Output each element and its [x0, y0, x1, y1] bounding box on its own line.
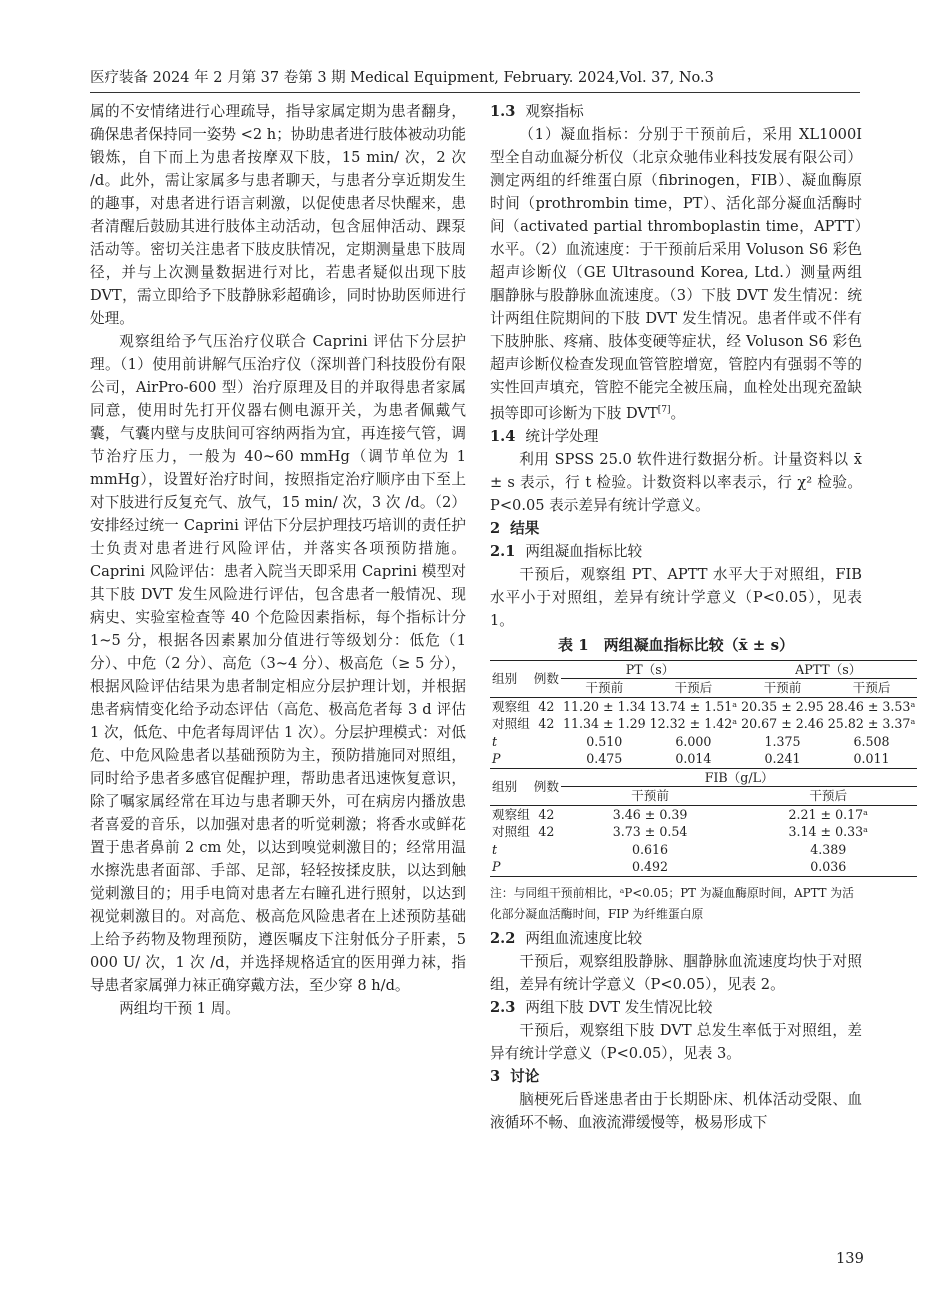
paragraph: 干预后，观察组 PT、APTT 水平大于对照组，FIB 水平小于对照组，差异有统计学意义（P<0.05），见表 1。 — [490, 565, 862, 629]
table-header: 干预后 — [648, 679, 740, 698]
table-header: APTT（s） — [739, 660, 917, 679]
table-header: 组别 — [490, 768, 532, 805]
table-header: 干预前 — [561, 787, 739, 806]
section-heading-3: 3 讨论 — [490, 1067, 540, 1085]
table-row: 观察组 42 3.46 ± 0.39 2.21 ± 0.17ᵃ — [490, 805, 917, 823]
table-title: 表 1 两组凝血指标比较（x̄ ± s） — [557, 635, 795, 654]
right-column — [490, 100, 916, 1134]
paragraph: 脑梗死后昏迷患者由于长期卧床、机体活动受限、血液循环不畅、血液流滞缓慢等，极易形成下 — [490, 1090, 862, 1131]
section-heading-2: 2 结果 — [490, 519, 540, 537]
paragraph: 观察组给予气压治疗仪联合 Caprini 评估下分层护理。（1）使用前讲解气压治疗仪（深圳普门科技股份有限公司，AirPro-600 型）治疗原理及目的并取得患者家属同意，使用时先打开仪器右侧电源开关，为患者佩戴气囊，气囊内壁与皮肤间可容纳两指为宜，再连接气管，调节治疗压力，一般为 40~60 mmHg（调节单位为 1 mmHg），设置好治疗时间，按照指定治疗顺序由下至上对下肢进行反复充气、放气，15 min/ 次，3 次 /d。（2）安排经过统一 Caprini 评估下分层护理技巧培训的责任护士负责对患者进行风险评估，并落实各项预防措施。Caprini 风险评估：患者入院当天即采用 Caprini 模型对其下肢 DVT 发生风险进行评估，包含患者一般情况、现病史、实验室检查等 40 个危险因素指标，每个指标计分 1~5 分，根据各因素累加分值进行等级划分：低危（1 分）、中危（2 分）、高危（3~4 分）、极高危（≥ 5 分），根据风险评估结果为患者制定相应分层护理计划，并根据患者病情变化给予动态评估（高危、极高危者每 3 d 评估 1 次，低危、中危者每周评估 1 次）。分层护理模式：对低危、中危风险患者以基础预防为主，预防措施同对照组，同时给予患者多感官促醒护理，帮助患者迅速恢复意识，除了嘱家属经常在耳边与患者聊天外，可在病房内播放患者喜爱的音乐，以加强对患者的听觉刺激；将香水或鲜花置于患者鼻前 2 cm 处，以达到嗅觉刺激目的；经常用温水擦洗患者面部、手部、足部，轻轻按揉皮肤，以达到触觉刺激目的；用手电筒对患者左右瞳孔进行照射，以达到视觉刺激目的。对高危、极高危风险患者在上述预防基础上给予药物及物理预防，遵医嘱皮下注射低分子肝素，5 000 U/ 次，1 次 /d，并选择规格适宜的医用弹力袜，指导患者家属弹力袜正确穿戴方法，至少穿 8 h/d。 — [90, 333, 466, 994]
table-header: 例数 — [532, 660, 561, 697]
table-header: 干预前 — [561, 679, 648, 698]
table-row: 观察组 42 11.20 ± 1.34 13.74 ± 1.51ᵃ 20.35 ± 2.95 28.46 ± 3.53ᵃ — [492, 698, 916, 714]
citation: [7] — [657, 405, 671, 415]
table-header: 干预前 — [739, 679, 826, 698]
running-header: 医疗装备 2024 年 2 月第 37 卷第 3 期 Medical Equipment, February. 2024,Vol. 37, No.3 — [90, 70, 714, 86]
table-row: 对照组 42 11.34 ± 1.29 12.32 ± 1.42ᵃ 20.67 ± 2.46 25.82 ± 3.37ᵃ — [492, 716, 916, 732]
paragraph: （1）凝血指标：分别于干预前后，采用 XL1000I 型全自动血凝分析仪（北京众驰伟业科技发展有限公司）测定两组的纤维蛋白原（fibrinogen，FIB）、凝血酶原时间（prothrombin time，PT）、活化部分凝血活酶时间（activated partial thromboplastin time，APTT）水平。（2）血流速度：于干预前后采用 Voluson S6 彩色超声诊断仪（GE Ultrasound Korea, Ltd.）测量两组腘静脉与股静脉血流速度。（3）下肢 DVT 发生情况：统计两组住院期间的下肢 DVT 发生情况。患者伴或不伴有下肢肿胀、疼痛、肢体变硬等症状，经 Voluson S6 彩色超声诊断仪检查发现血管管腔增宽，管腔内有强弱不等的实性回声填充，管腔不能完全被压扁，血栓处出现充盈缺损等即可诊断为下肢 DVT[7]。 — [490, 126, 862, 422]
section-heading-1-4: 1.4 统计学处理 — [490, 427, 599, 445]
table-header: 干预后 — [739, 787, 917, 806]
table-row: t 0.616 4.389 — [492, 841, 847, 857]
table-row: 对照组 42 3.73 ± 0.54 3.14 ± 0.33ᵃ — [492, 824, 868, 840]
paragraph: 两组均干预 1 周。 — [119, 1000, 240, 1017]
table-header: 干预后 — [826, 679, 918, 698]
table-note: 注：与同组干预前相比，ᵃP<0.05；PT 为凝血酶原时间，APTT 为活化部分凝血活酶时间，FIP 为纤维蛋白原 — [490, 885, 854, 921]
table-row: P 0.492 0.036 — [490, 858, 917, 876]
table-row: P 0.475 0.014 0.241 0.011 — [492, 751, 890, 767]
section-heading-2-1: 2.1 两组凝血指标比较 — [490, 542, 643, 560]
coagulation-table — [490, 660, 917, 877]
paragraph: 利用 SPSS 25.0 软件进行数据分析。计量资料以 x̄ ± s 表示，行 t 检验。计数资料以率表示，行 χ² 检验。P<0.05 表示差异有统计学意义。 — [490, 450, 862, 514]
section-heading-2-3: 2.3 两组下肢 DVT 发生情况比较 — [490, 998, 713, 1016]
paragraph: 干预后，观察组下肢 DVT 总发生率低于对照组，差异有统计学意义（P<0.05），见表 3。 — [490, 1021, 862, 1062]
paragraph: 干预后，观察组股静脉、腘静脉血流速度均快于对照组，差异有统计学意义（P<0.05），见表 2。 — [490, 952, 862, 993]
table-header: PT（s） — [561, 660, 739, 679]
table-header: 例数 — [532, 768, 561, 805]
page-number: 139 — [836, 1250, 864, 1267]
section-heading-1-3: 1.3 观察指标 — [490, 103, 584, 120]
table-header: 组别 — [490, 660, 532, 697]
header-rule — [90, 92, 860, 93]
table-header: FIB（g/L） — [561, 768, 917, 787]
left-column — [90, 100, 466, 1020]
section-heading-2-2: 2.2 两组血流速度比较 — [490, 929, 643, 947]
paragraph: 属的不安情绪进行心理疏导，指导家属定期为患者翻身，确保患者保持同一姿势 <2 h；协助患者进行肢体被动功能锻炼，自下而上为患者按摩双下肢，15 min/ 次，2 次 /d。此外，需让家属多与患者聊天，与患者分享近期发生的趣事，对患者进行语言刺激，以促使患者尽快醒来，患者清醒后鼓励其进行肢体主动活动，包含屈伸活动、踝泵活动等。密切关注患者下肢皮肤情况，定期测量患下肢周径，并与上次测量数据进行对比，若患者疑似出现下肢 DVT，需立即给予下肢静脉彩超确诊，同时协助医师进行处理。 — [90, 103, 466, 327]
table-row: t 0.510 6.000 1.375 6.508 — [492, 733, 890, 749]
